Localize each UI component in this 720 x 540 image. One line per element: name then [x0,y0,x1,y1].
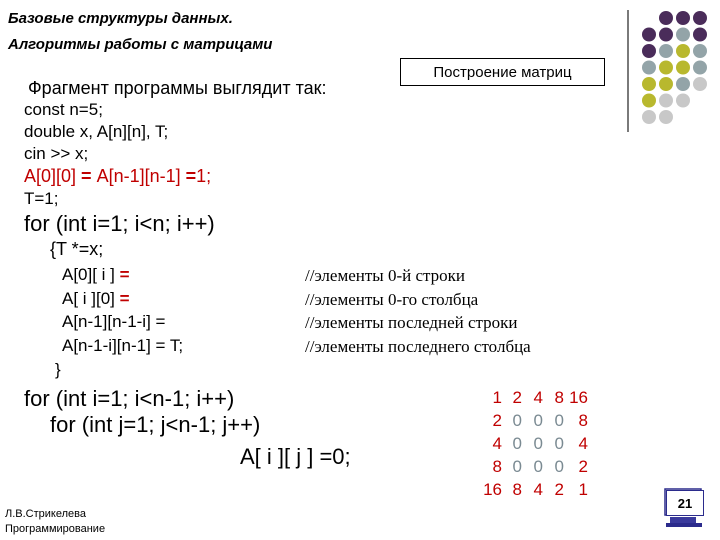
matrix-cell: 2 [492,411,502,430]
decorative-dot [676,11,690,25]
code-line-9-equals: = [119,289,130,308]
matrix-cell: 4 [533,480,543,499]
code-line-5: T=1; [24,189,59,208]
matrix-cell: 0 [554,411,564,430]
code-line-4-part-c: A[n-1][n-1] [96,166,186,186]
comment-row-0: //элементы 0-й строки [305,266,466,285]
code-line-4-part-e: 1; [196,166,212,186]
comment-last-row: //элементы последней строки [305,313,518,332]
code-line-2: double x, A[n][n], T; [24,122,169,141]
code-line-8 [62,265,130,285]
footer-author: Л.В.Стрикелева [5,508,86,520]
decorative-dot [642,110,656,124]
code-line-10: A[n-1][n-1-i] = [62,312,166,331]
title-line-1: Базовые структуры данных. [8,10,233,27]
section-label: Построение матриц [433,63,572,81]
matrix-cell: 2 [578,457,588,476]
matrix-cell: 16 [483,480,502,499]
page-number: 21 [666,490,704,516]
decorative-dot [642,77,656,91]
decorative-dot [659,77,673,91]
code-line-8-lhs: A[0][ i ] [62,265,120,284]
code-line-11: A[n-1-i][n-1] = T; [62,336,184,355]
code-line-15: A[ i ][ j ] =0; [240,444,351,469]
matrix-cell: 8 [554,388,564,407]
matrix-cell: 16 [569,388,588,407]
decorative-dot [642,28,656,42]
decorative-dot [693,44,707,58]
matrix-cell: 0 [512,457,522,476]
matrix-cell: 1 [578,480,588,499]
decorative-dot [693,11,707,25]
decorative-dot [659,110,673,124]
decorative-dot [659,28,673,42]
code-line-9-lhs: A[ i ][0] [62,289,120,308]
matrix-cell: 0 [533,457,543,476]
matrix-cell: 1 [492,388,502,407]
matrix-row [470,480,600,502]
matrix-cell: 0 [554,457,564,476]
code-line-1: const n=5; [24,100,103,119]
code-line-4-part-a: A[0][0] [24,166,82,186]
decorative-dot [659,61,673,75]
matrix-cell: 0 [533,411,543,430]
matrix-cell: 4 [492,434,502,453]
code-line-6: for (int i=1; i<n; i++) [24,211,215,236]
decorative-dot [642,44,656,58]
code-line-3: cin >> x; [24,144,89,163]
matrix-cell: 4 [533,388,543,407]
matrix-row [470,457,600,479]
code-line-8-equals: = [119,265,130,284]
decorative-dot [659,44,673,58]
code-line-7: {T *=x; [50,239,104,259]
matrix-row [470,411,600,433]
decorative-dot [659,11,673,25]
code-line-4-equals-2: = [185,166,197,186]
code-line-14: for (int j=1; j<n-1; j++) [50,412,261,437]
decorative-dot-grid [640,9,720,129]
matrix-cell: 8 [492,457,502,476]
decorative-dot [693,77,707,91]
code-line-9 [62,289,130,309]
matrix-cell: 0 [512,411,522,430]
matrix-cell: 0 [533,434,543,453]
code-line-4-equals-1: = [81,166,97,186]
matrix-cell: 2 [512,388,522,407]
matrix-cell: 0 [554,434,564,453]
intro-text: Фрагмент программы выглядит так: [28,78,327,98]
decorative-dot [676,44,690,58]
matrix-cell: 0 [512,434,522,453]
comment-col-0: //элементы 0-го столбца [305,290,479,309]
decorative-dot [676,77,690,91]
code-line-13: for (int i=1; i<n-1; i++) [24,386,235,411]
decorative-dot [693,28,707,42]
decorative-dot [642,94,656,108]
decorative-dot [659,94,673,108]
decorative-dot [676,94,690,108]
divider-line [627,10,629,132]
matrix-cell: 4 [578,434,588,453]
decorative-dot [693,61,707,75]
decorative-dot [676,28,690,42]
matrix-cell: 8 [512,480,522,499]
footer-subject: Программирование [5,523,106,535]
section-label-box [400,58,605,86]
matrix-cell: 2 [554,480,564,499]
matrix-row [470,388,600,410]
matrix-row [470,434,600,456]
comment-last-col: //элементы последнего столбца [305,337,531,356]
code-line-4 [24,166,211,187]
decorative-dot [676,61,690,75]
decorative-dot [642,61,656,75]
matrix-cell: 8 [578,411,588,430]
code-line-12: } [55,360,61,379]
title-line-2: Алгоритмы работы с матрицами [8,36,273,53]
